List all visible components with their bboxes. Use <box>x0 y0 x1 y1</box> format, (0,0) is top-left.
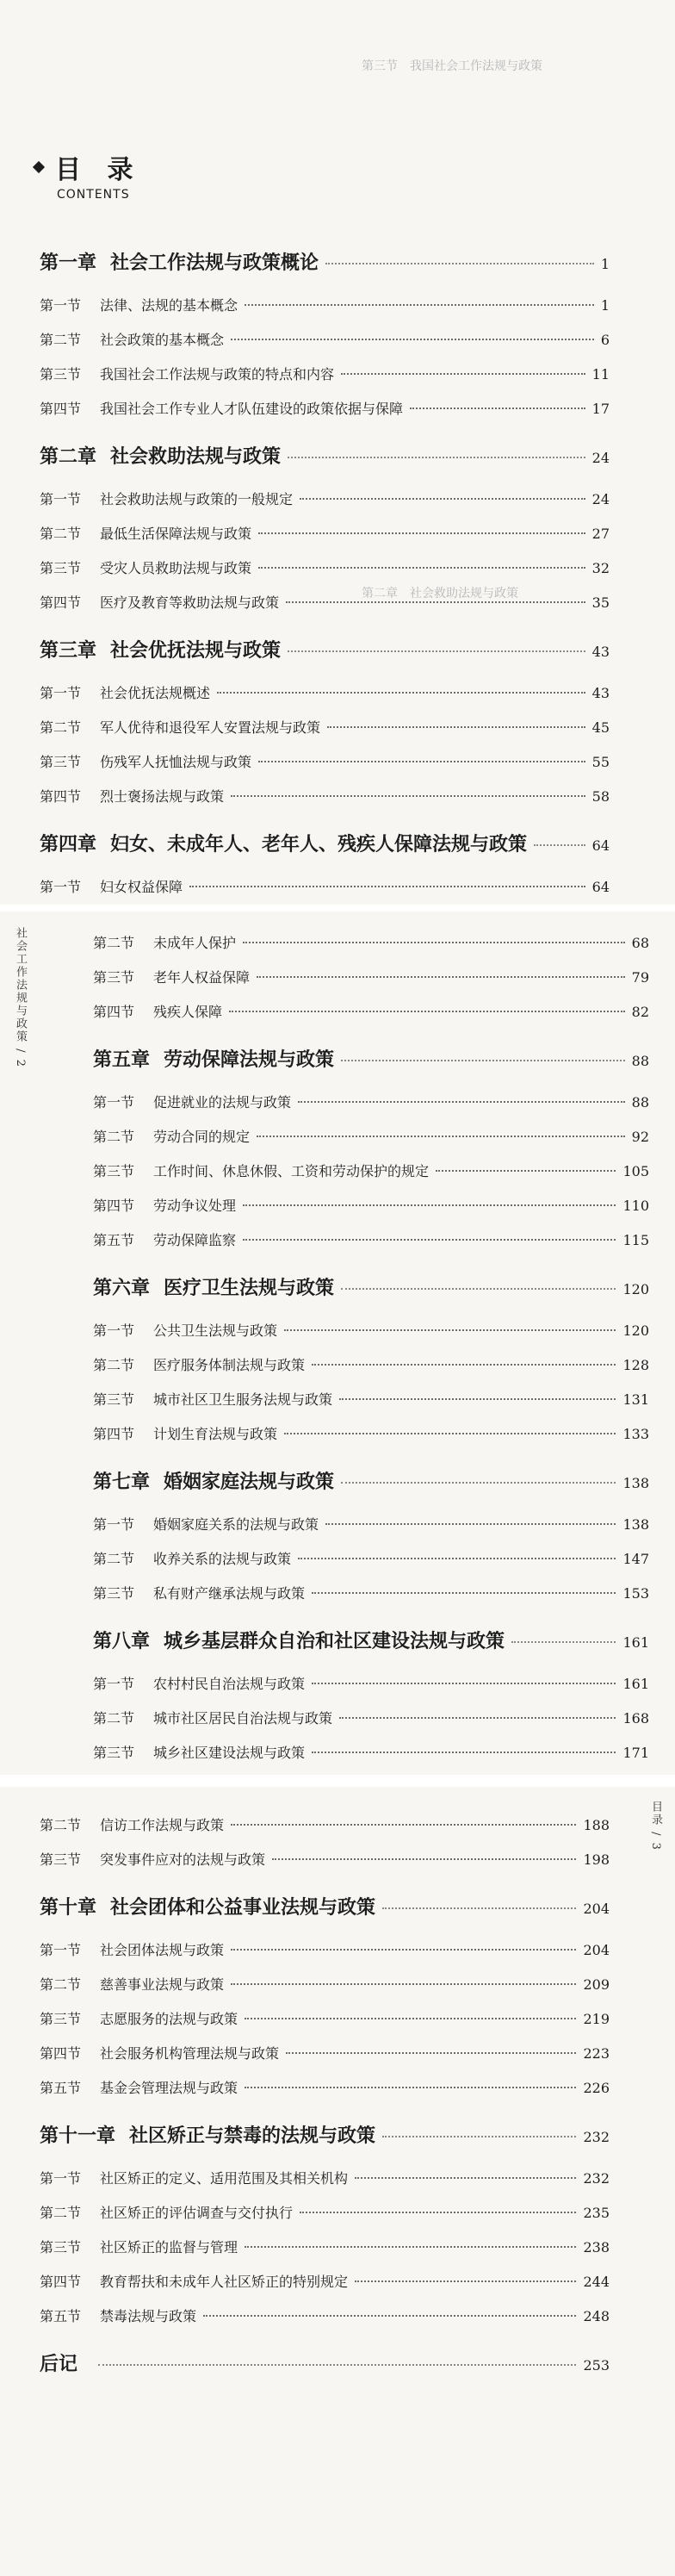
section-title: 信访工作法规与政策 <box>100 1817 225 1833</box>
page-number: 168 <box>622 1710 649 1727</box>
section-title: 教育帮扶和未成年人社区矫正的特别规定 <box>100 2274 349 2290</box>
leader-dots <box>245 2246 576 2248</box>
section-label: 第二节 <box>40 1976 82 1993</box>
chapter-title: 社会优抚法规与政策 <box>110 639 282 662</box>
chapter-entry <box>40 248 610 275</box>
leader-dots <box>231 1949 576 1951</box>
page-number: 204 <box>583 1901 610 1917</box>
section-entry <box>40 1974 610 1994</box>
page-number: 1 <box>600 256 610 272</box>
leader-dots <box>189 886 585 887</box>
page-number: 11 <box>591 366 610 383</box>
section-title: 妇女权益保障 <box>100 879 183 895</box>
toc-page-2 <box>0 912 675 1775</box>
page-number: 88 <box>631 1094 649 1111</box>
section-title: 慈善事业法规与政策 <box>100 1976 225 1993</box>
section-label: 第五节 <box>40 2308 82 2324</box>
page-number: 232 <box>583 2170 610 2187</box>
chapter-title: 城乡基层群众自治和社区建设法规与政策 <box>164 1630 505 1652</box>
section-title: 私有财产继承法规与政策 <box>153 1585 306 1602</box>
section-entry <box>40 557 610 577</box>
leader-dots <box>339 1717 616 1719</box>
toc-header <box>34 148 141 202</box>
section-entry <box>40 717 610 737</box>
chapter-label: 第十章 <box>40 1896 97 1919</box>
section-title: 禁毒法规与政策 <box>100 2308 197 2324</box>
section-label: 第一节 <box>40 297 82 314</box>
section-title: 我国社会工作专业人才队伍建设的政策依据与保障 <box>100 401 404 417</box>
page-number: 1 <box>600 297 610 314</box>
page-number: 223 <box>583 2045 610 2062</box>
leader-dots <box>243 1204 616 1206</box>
section-title: 基金会管理法规与政策 <box>100 2080 238 2096</box>
section-entry <box>93 1195 649 1215</box>
section-title: 社区矫正的监督与管理 <box>100 2239 238 2256</box>
page-number: 64 <box>591 837 610 854</box>
page-number: 88 <box>631 1053 649 1069</box>
page-number: 198 <box>583 1851 610 1868</box>
section-entry <box>40 2202 610 2222</box>
page-number: 120 <box>622 1322 649 1339</box>
section-label: 第四节 <box>93 1004 135 1020</box>
toc-page-3 <box>0 1787 675 2576</box>
chapter-title: 社区矫正与禁毒的法规与政策 <box>129 2125 376 2147</box>
page-number: 24 <box>591 450 610 466</box>
leader-dots <box>312 1752 616 1753</box>
page-number: 110 <box>622 1198 649 1214</box>
leader-dots <box>284 1433 616 1434</box>
page-number: 6 <box>600 332 610 348</box>
section-entry <box>40 488 610 508</box>
section-label: 第三节 <box>93 969 135 986</box>
leader-dots <box>341 1060 625 1061</box>
section-entry <box>93 1160 649 1180</box>
section-title: 社会团体法规与政策 <box>100 1942 225 1958</box>
section-entry <box>40 876 610 896</box>
section-entry <box>93 1320 649 1340</box>
chapter-entry <box>40 1893 610 1920</box>
chapter-label: 后记 <box>40 2353 78 2375</box>
chapter-label: 第二章 <box>40 445 97 468</box>
bleed-through-text: 第二章 社会救助法规与政策 <box>362 587 518 600</box>
chapter-entry <box>40 636 610 663</box>
section-label: 第二节 <box>40 332 82 348</box>
section-label: 第二节 <box>93 1710 135 1727</box>
section-entry <box>40 364 610 383</box>
section-title: 劳动合同的规定 <box>153 1129 251 1145</box>
leader-dots <box>217 692 585 694</box>
section-entry <box>40 2237 610 2256</box>
leader-dots <box>534 844 585 846</box>
section-entry <box>40 592 610 612</box>
page-number: 17 <box>591 401 610 417</box>
section-title: 医疗及教育等救助法规与政策 <box>100 594 280 611</box>
chapter-label: 第七章 <box>93 1471 151 1493</box>
leader-dots <box>243 942 625 943</box>
leader-dots <box>511 1641 616 1643</box>
page-number: 171 <box>622 1745 649 1761</box>
leader-dots <box>382 2136 576 2137</box>
page-number: 253 <box>583 2357 610 2374</box>
chapter-entry <box>40 2121 610 2148</box>
section-title: 社区矫正的定义、适用范围及其相关机构 <box>100 2170 349 2187</box>
section-entry <box>40 751 610 771</box>
chapter-title: 婚姻家庭法规与政策 <box>164 1471 335 1493</box>
leader-dots <box>286 601 585 603</box>
leader-dots <box>272 1858 576 1860</box>
page-number: 219 <box>583 2011 610 2027</box>
leader-dots <box>436 1170 616 1172</box>
page-number: 161 <box>622 1634 649 1651</box>
page-number: 82 <box>631 1004 649 1020</box>
section-label: 第一节 <box>93 1516 135 1533</box>
leader-dots <box>98 2364 576 2366</box>
leader-dots <box>257 976 625 978</box>
section-label: 第二节 <box>40 2205 82 2221</box>
leader-dots <box>245 2087 576 2088</box>
leader-dots <box>298 1558 616 1559</box>
section-entry <box>93 1514 649 1534</box>
leader-dots <box>231 1824 576 1826</box>
section-label: 第一节 <box>93 1322 135 1339</box>
section-title: 最低生活保障法规与政策 <box>100 526 252 542</box>
leader-dots <box>231 339 594 340</box>
page-number: 35 <box>591 594 610 611</box>
section-label: 第四节 <box>40 594 82 611</box>
chapter-entry <box>93 1627 649 1653</box>
leader-dots <box>257 1136 625 1137</box>
section-title: 婚姻家庭关系的法规与政策 <box>153 1516 319 1533</box>
chapter-entry <box>40 2349 610 2376</box>
page-number: 248 <box>583 2308 610 2324</box>
section-label: 第三节 <box>40 2239 82 2256</box>
page-number: 204 <box>583 1942 610 1958</box>
chapter-label: 第三章 <box>40 639 97 662</box>
page-number: 235 <box>583 2205 610 2221</box>
page-number: 128 <box>622 1357 649 1373</box>
leader-dots <box>312 1592 616 1594</box>
section-title: 突发事件应对的法规与政策 <box>100 1851 266 1868</box>
section-title: 军人优待和退役军人安置法规与政策 <box>100 719 321 736</box>
page-number: 105 <box>622 1163 649 1179</box>
section-label: 第三节 <box>40 560 82 576</box>
leader-dots <box>300 498 585 500</box>
section-entry <box>93 1092 649 1111</box>
section-label: 第四节 <box>40 788 82 805</box>
section-title: 社会救助法规与政策的一般规定 <box>100 491 294 507</box>
leader-dots <box>355 2177 576 2179</box>
section-entry <box>40 2008 610 2028</box>
leader-dots <box>325 263 594 264</box>
section-label: 第三节 <box>40 1851 82 1868</box>
page-gap <box>0 905 675 910</box>
section-entry <box>40 1849 610 1869</box>
section-entry <box>93 1126 649 1146</box>
leader-dots <box>245 304 594 306</box>
section-label: 第五节 <box>93 1232 135 1248</box>
section-title: 城市社区居民自治法规与政策 <box>153 1710 333 1727</box>
chapter-entry <box>93 1467 649 1494</box>
leader-dots <box>258 567 585 569</box>
page-number: 161 <box>622 1676 649 1692</box>
section-title: 未成年人保护 <box>153 935 237 951</box>
bleed-through-text: 第三节 我国社会工作法规与政策 <box>362 59 542 73</box>
section-entry <box>40 398 610 418</box>
section-label: 第四节 <box>93 1198 135 1214</box>
section-title: 法律、法规的基本概念 <box>100 297 238 314</box>
page-number: 45 <box>591 719 610 736</box>
leader-dots <box>288 457 585 458</box>
section-label: 第二节 <box>93 1129 135 1145</box>
page-number: 120 <box>622 1281 649 1297</box>
section-entry <box>40 786 610 806</box>
section-label: 第一节 <box>40 491 82 507</box>
section-entry <box>93 1389 649 1409</box>
section-label: 第四节 <box>93 1426 135 1442</box>
leader-dots <box>284 1329 616 1331</box>
section-entry <box>93 1742 649 1762</box>
chapter-entry <box>40 830 610 856</box>
leader-dots <box>300 2212 576 2213</box>
section-label: 第一节 <box>40 2170 82 2187</box>
section-title: 城市社区卫生服务法规与政策 <box>153 1391 333 1408</box>
chapter-label: 第八章 <box>93 1630 151 1652</box>
section-entry <box>93 1548 649 1568</box>
section-label: 第四节 <box>40 2274 82 2290</box>
leader-dots <box>258 532 585 534</box>
page-number: 138 <box>622 1516 649 1533</box>
page-number: 188 <box>583 1817 610 1833</box>
section-entry <box>93 932 649 952</box>
section-entry <box>93 1673 649 1693</box>
section-label: 第二节 <box>93 935 135 951</box>
running-head: 社会工作法规与政策 / 2 <box>14 927 27 1068</box>
leader-dots <box>203 2315 576 2317</box>
section-entry <box>40 2043 610 2063</box>
section-title: 社会服务机构管理法规与政策 <box>100 2045 280 2062</box>
section-title: 残疾人保障 <box>153 1004 223 1020</box>
leader-dots <box>229 1011 625 1012</box>
leader-dots <box>312 1364 616 1366</box>
page-gap <box>0 1775 675 1787</box>
section-entry <box>40 682 610 702</box>
toc-title: 目 录 <box>55 155 142 185</box>
section-label: 第一节 <box>93 1676 135 1692</box>
section-title: 社会政策的基本概念 <box>100 332 225 348</box>
section-label: 第三节 <box>40 366 82 383</box>
leader-dots <box>286 2052 576 2054</box>
leader-dots <box>339 1398 616 1400</box>
section-title: 劳动保障监察 <box>153 1232 237 1248</box>
page-number: 68 <box>631 935 649 951</box>
section-label: 第四节 <box>40 401 82 417</box>
page-number: 55 <box>591 754 610 770</box>
section-title: 烈士褒扬法规与政策 <box>100 788 225 805</box>
section-label: 第一节 <box>40 1942 82 1958</box>
section-title: 医疗服务体制法规与政策 <box>153 1357 306 1373</box>
section-entry <box>93 1229 649 1249</box>
chapter-title: 劳动保障法规与政策 <box>164 1048 335 1071</box>
leader-dots <box>258 761 585 762</box>
section-title: 劳动争议处理 <box>153 1198 237 1214</box>
chapter-entry <box>93 1273 649 1300</box>
section-label: 第二节 <box>40 1817 82 1833</box>
section-entry <box>93 967 649 986</box>
leader-dots <box>341 1288 616 1290</box>
page-number: 133 <box>622 1426 649 1442</box>
page-number: 232 <box>583 2129 610 2145</box>
section-label: 第三节 <box>93 1391 135 1408</box>
section-label: 第一节 <box>40 685 82 701</box>
section-label: 第三节 <box>93 1163 135 1179</box>
leader-dots <box>231 795 585 797</box>
section-entry <box>40 2305 610 2325</box>
section-label: 第三节 <box>40 2011 82 2027</box>
leader-dots <box>288 650 585 652</box>
section-entry <box>40 295 610 314</box>
chapter-title: 社会工作法规与政策概论 <box>110 252 319 274</box>
section-label: 第三节 <box>93 1585 135 1602</box>
page-number: 32 <box>591 560 610 576</box>
page-number: 58 <box>591 788 610 805</box>
chapter-title: 医疗卫生法规与政策 <box>164 1277 335 1299</box>
toc-subtitle: CONTENTS <box>57 188 130 202</box>
leader-dots <box>325 1523 616 1525</box>
section-label: 第二节 <box>93 1357 135 1373</box>
page-number: 64 <box>591 879 610 895</box>
section-entry <box>40 523 610 543</box>
section-title: 我国社会工作法规与政策的特点和内容 <box>100 366 335 383</box>
section-label: 第二节 <box>40 719 82 736</box>
section-entry <box>93 1423 649 1443</box>
section-title: 受灾人员救助法规与政策 <box>100 560 252 576</box>
section-entry <box>93 1001 649 1021</box>
leader-dots <box>312 1683 616 1684</box>
section-entry <box>40 2077 610 2097</box>
page-number: 238 <box>583 2239 610 2256</box>
section-entry <box>40 1939 610 1959</box>
section-entry <box>93 1354 649 1374</box>
leader-dots <box>327 726 585 728</box>
section-title: 收养关系的法规与政策 <box>153 1551 292 1567</box>
section-title: 老年人权益保障 <box>153 969 251 986</box>
section-label: 第五节 <box>40 2080 82 2096</box>
page-number: 43 <box>591 644 610 660</box>
page-number: 244 <box>583 2274 610 2290</box>
section-title: 社会优抚法规概述 <box>100 685 211 701</box>
section-entry <box>40 2271 610 2291</box>
section-title: 计划生育法规与政策 <box>153 1426 278 1442</box>
page-number: 226 <box>583 2080 610 2096</box>
chapter-label: 第五章 <box>93 1048 151 1071</box>
section-title: 农村村民自治法规与政策 <box>153 1676 306 1692</box>
leader-dots <box>410 408 585 409</box>
leader-dots <box>245 2018 576 2019</box>
section-entry <box>40 2168 610 2187</box>
chapter-title: 社会团体和公益事业法规与政策 <box>110 1896 376 1919</box>
chapter-title: 社会救助法规与政策 <box>110 445 282 468</box>
page-number: 138 <box>622 1475 649 1491</box>
section-title: 工作时间、休息休假、工资和劳动保护的规定 <box>153 1163 430 1179</box>
page-number: 147 <box>622 1551 649 1567</box>
section-label: 第一节 <box>40 879 82 895</box>
section-entry <box>93 1708 649 1727</box>
section-title: 公共卫生法规与政策 <box>153 1322 278 1339</box>
page-number: 79 <box>631 969 649 986</box>
running-head: 目录 / 3 <box>649 1801 662 1851</box>
leader-dots <box>341 373 585 375</box>
section-label: 第三节 <box>93 1745 135 1761</box>
section-entry <box>40 1814 610 1834</box>
chapter-label: 第一章 <box>40 252 97 274</box>
toc-page-1 <box>0 0 675 905</box>
page-number: 131 <box>622 1391 649 1408</box>
section-entry <box>40 329 610 349</box>
section-label: 第三节 <box>40 754 82 770</box>
chapter-label: 第十一章 <box>40 2125 116 2147</box>
page-number: 153 <box>622 1585 649 1602</box>
page-number: 27 <box>591 526 610 542</box>
page-number: 24 <box>591 491 610 507</box>
section-label: 第一节 <box>93 1094 135 1111</box>
leader-dots <box>341 1482 616 1484</box>
page-number: 43 <box>591 685 610 701</box>
leader-dots <box>243 1239 616 1241</box>
leader-dots <box>298 1101 625 1103</box>
section-title: 社区矫正的评估调查与交付执行 <box>100 2205 294 2221</box>
chapter-label: 第六章 <box>93 1277 151 1299</box>
section-title: 促进就业的法规与政策 <box>153 1094 292 1111</box>
section-title: 伤残军人抚恤法规与政策 <box>100 754 252 770</box>
leader-dots <box>382 1907 576 1909</box>
page-number: 115 <box>622 1232 649 1248</box>
section-title: 城乡社区建设法规与政策 <box>153 1745 306 1761</box>
section-label: 第四节 <box>40 2045 82 2062</box>
chapter-label: 第四章 <box>40 833 97 856</box>
chapter-entry <box>40 442 610 469</box>
section-label: 第二节 <box>93 1551 135 1567</box>
section-label: 第二节 <box>40 526 82 542</box>
page-number: 209 <box>583 1976 610 1993</box>
chapter-title: 妇女、未成年人、老年人、残疾人保障法规与政策 <box>110 833 528 856</box>
diamond-bullet-icon <box>33 161 45 173</box>
page-number: 92 <box>631 1129 649 1145</box>
leader-dots <box>231 1983 576 1985</box>
leader-dots <box>355 2280 576 2282</box>
section-entry <box>93 1583 649 1602</box>
section-title: 志愿服务的法规与政策 <box>100 2011 238 2027</box>
chapter-entry <box>93 1045 649 1072</box>
